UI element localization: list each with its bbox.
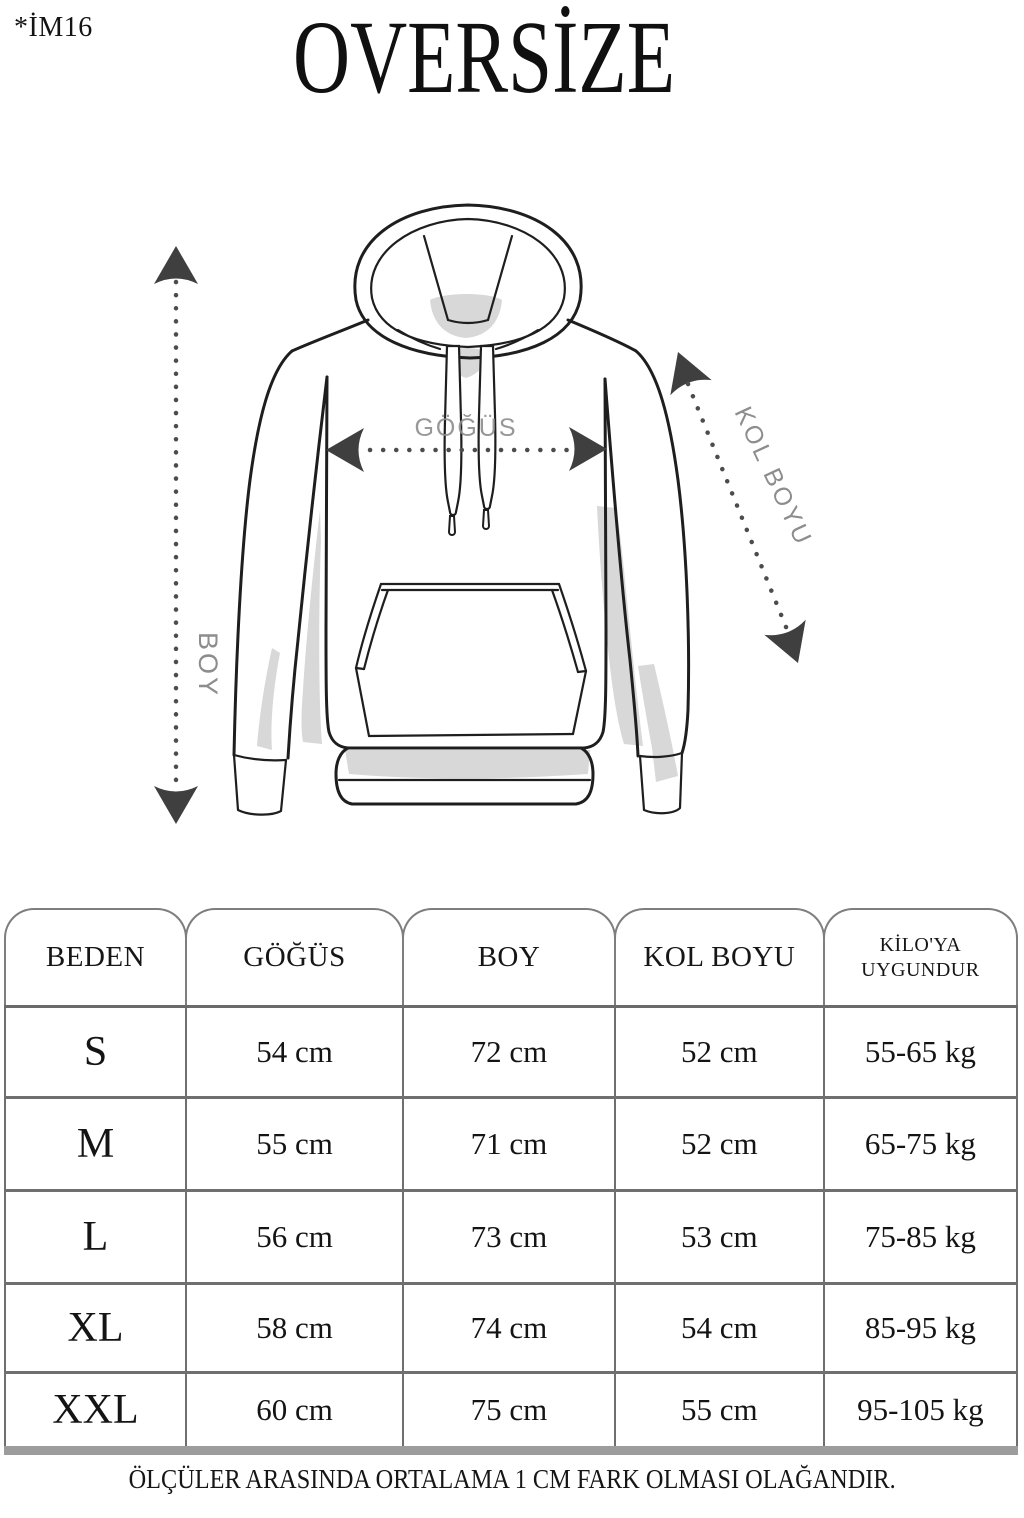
table-cell: XL xyxy=(4,1285,187,1374)
footer-note xyxy=(0,1464,1024,1495)
hoodie-diagram-svg xyxy=(0,170,1024,880)
table-cell: S xyxy=(4,1008,187,1099)
table-cell: 71 cm xyxy=(404,1099,616,1192)
table-cell: 52 cm xyxy=(616,1099,825,1192)
table-cell: 85-95 kg xyxy=(825,1285,1018,1374)
table-cell: 72 cm xyxy=(404,1008,616,1099)
length-arrow xyxy=(154,246,223,824)
header-cell-beden: BEDEN xyxy=(4,908,187,1005)
footer-note-text: ÖLÇÜLER ARASINDA ORTALAMA 1 CM FARK OLMASI OLAĞANDIR. xyxy=(128,1464,896,1494)
chest-label: GÖĞÜS xyxy=(414,414,518,442)
table-cell: 75-85 kg xyxy=(825,1192,1018,1285)
table-cell: 54 cm xyxy=(187,1008,404,1099)
table-cell: 52 cm xyxy=(616,1008,825,1099)
table-cell: 74 cm xyxy=(404,1285,616,1374)
table-cell: 58 cm xyxy=(187,1285,404,1374)
chest-arrow xyxy=(326,413,607,472)
table-cell: 54 cm xyxy=(616,1285,825,1374)
header-cell-boy: BOY xyxy=(402,908,616,1005)
size-table-body xyxy=(4,1008,1018,1455)
table-cell: 75 cm xyxy=(404,1374,616,1446)
size-table xyxy=(4,908,1018,1455)
table-cell: 60 cm xyxy=(187,1374,404,1446)
table-cell: 55-65 kg xyxy=(825,1008,1018,1099)
header-cell-kol-boyu: KOL BOYU xyxy=(614,908,825,1005)
kangaroo-pocket xyxy=(356,584,586,736)
hoodie-shading xyxy=(257,294,678,782)
table-cell: M xyxy=(4,1099,187,1192)
table-cell: L xyxy=(4,1192,187,1285)
table-cell: XXL xyxy=(4,1374,187,1446)
table-cell: 95-105 kg xyxy=(825,1374,1018,1446)
size-table-header xyxy=(4,908,1018,1008)
table-cell: 55 cm xyxy=(616,1374,825,1446)
product-code: *İM16 xyxy=(14,12,93,43)
table-cell: 53 cm xyxy=(616,1192,825,1285)
page-title: OVERSİZE xyxy=(292,0,675,115)
sleeve-length-label: KOL BOYU xyxy=(728,402,818,551)
table-cell: 73 cm xyxy=(404,1192,616,1285)
header-cell-gogus: GÖĞÜS xyxy=(185,908,404,1005)
header-cell-kilo: KİLO'YA UYGUNDUR xyxy=(823,908,1018,1005)
table-cell: 65-75 kg xyxy=(825,1099,1018,1192)
table-cell: 55 cm xyxy=(187,1099,404,1192)
hoodie-measurement-diagram xyxy=(0,170,1024,880)
length-label: BOY xyxy=(193,632,223,699)
table-cell: 56 cm xyxy=(187,1192,404,1285)
